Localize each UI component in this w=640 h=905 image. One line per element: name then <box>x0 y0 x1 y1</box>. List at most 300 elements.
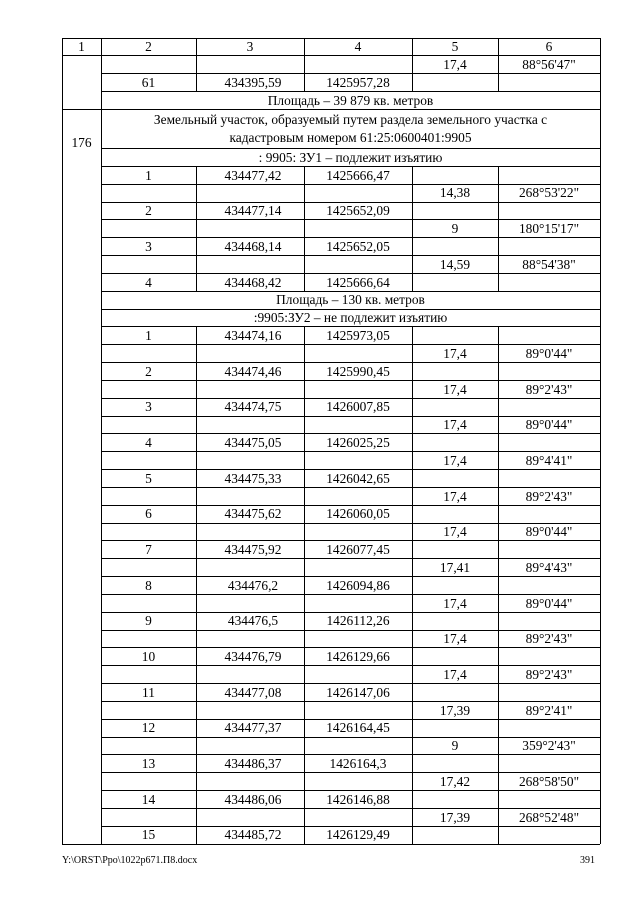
bearing: 89°2'43" <box>525 381 573 397</box>
table-rule <box>412 755 413 773</box>
table-rule <box>101 648 102 666</box>
table-rule <box>304 577 305 595</box>
bearing: 89°0'44" <box>525 345 573 361</box>
distance <box>412 612 498 630</box>
table-rule <box>196 559 197 577</box>
table-rule <box>498 363 499 381</box>
table-rule <box>101 56 102 74</box>
coord-x <box>196 737 304 755</box>
table-rule <box>101 416 102 434</box>
distance: 17,4 <box>443 666 467 682</box>
bearing <box>498 202 600 220</box>
table-rule <box>498 380 499 398</box>
distance <box>412 577 498 595</box>
table-rule <box>498 577 499 595</box>
distance: 17,39 <box>439 809 471 825</box>
coord-y: 1426129,49 <box>326 827 390 843</box>
bearing <box>498 612 600 630</box>
point-number: 1 <box>145 328 152 344</box>
coord-x: 434475,05 <box>224 435 282 451</box>
table-rule <box>498 523 499 541</box>
coord-y: 1425652,05 <box>326 238 390 254</box>
bearing <box>498 238 600 256</box>
table-rule <box>101 202 102 220</box>
table-rule <box>196 719 197 737</box>
point-number: 8 <box>145 577 152 593</box>
block176-title-line2: кадастровым номером 61:25:0600401:9905 <box>229 129 472 145</box>
table-rule <box>196 630 197 648</box>
coord-x: 434485,72 <box>224 827 282 843</box>
table-rule <box>412 56 413 74</box>
table-rule <box>196 648 197 666</box>
bearing <box>498 505 600 523</box>
point-number <box>101 380 196 398</box>
point-number: 2 <box>145 363 152 379</box>
table-rule <box>498 184 499 202</box>
table-rule <box>304 38 305 56</box>
table-rule <box>101 91 102 109</box>
table-rule <box>498 648 499 666</box>
table-rule <box>304 808 305 826</box>
coord-y: 1425973,05 <box>326 328 390 344</box>
coord-x <box>196 594 304 612</box>
table-rule <box>498 327 499 345</box>
table-rule <box>498 505 499 523</box>
distance <box>412 166 498 184</box>
table-rule <box>498 38 499 56</box>
table-rule <box>101 559 102 577</box>
bearing <box>498 470 600 488</box>
coord-y: 1426112,26 <box>326 613 390 629</box>
distance: 17,4 <box>443 488 467 504</box>
table-rule <box>304 630 305 648</box>
coord-x <box>196 220 304 238</box>
table-rule <box>498 452 499 470</box>
table-rule <box>498 256 499 274</box>
table-rule <box>101 309 102 327</box>
point-number: 1 <box>145 167 152 183</box>
table-rule <box>304 470 305 488</box>
table-rule <box>412 684 413 702</box>
bearing: 89°0'44" <box>525 417 573 433</box>
coord-y <box>304 701 412 719</box>
bearing: 359°2'43" <box>522 738 576 754</box>
distance <box>412 648 498 666</box>
table-rule <box>498 612 499 630</box>
coord-x: 434475,92 <box>224 542 282 558</box>
table-rule <box>412 719 413 737</box>
coord-x: 434475,33 <box>224 470 282 486</box>
bearing: 89°4'41" <box>525 452 573 468</box>
distance <box>412 363 498 381</box>
table-rule <box>304 737 305 755</box>
table-rule <box>196 666 197 684</box>
coord-x: 434474,46 <box>224 363 282 379</box>
table-rule <box>304 594 305 612</box>
coord-y: 1425666,64 <box>326 274 390 290</box>
point-number <box>101 630 196 648</box>
point-number: 11 <box>142 684 155 700</box>
table-rule <box>196 184 197 202</box>
table-rule <box>304 755 305 773</box>
point-number: 13 <box>141 756 156 772</box>
table-rule <box>498 345 499 363</box>
table-rule <box>412 256 413 274</box>
table-rule <box>101 291 102 309</box>
coord-y: 1425652,09 <box>326 203 390 219</box>
bearing: 268°53'22" <box>518 185 580 201</box>
coord-y: 1426042,65 <box>326 470 390 486</box>
area-row-top: Площадь – 39 879 кв. метров <box>267 92 434 108</box>
table-rule <box>412 380 413 398</box>
table-rule <box>304 202 305 220</box>
table-rule <box>196 773 197 791</box>
table-rule <box>101 273 102 291</box>
table-rule <box>304 184 305 202</box>
table-rule <box>196 523 197 541</box>
column-header-6: 6 <box>545 39 553 55</box>
table-rule <box>101 773 102 791</box>
table-rule <box>304 345 305 363</box>
table-rule <box>498 826 499 844</box>
coord-x <box>196 345 304 363</box>
point-number <box>101 523 196 541</box>
table-rule <box>196 74 197 92</box>
point-number <box>101 737 196 755</box>
coord-y: 1426164,45 <box>326 720 390 736</box>
coord-x: 434395,59 <box>224 74 282 90</box>
table-rule <box>196 826 197 844</box>
bearing <box>498 541 600 559</box>
table-rule <box>101 363 102 381</box>
table-rule <box>304 701 305 719</box>
bearing <box>498 684 600 702</box>
table-rule <box>196 202 197 220</box>
coord-x: 434476,5 <box>227 613 279 629</box>
distance <box>412 684 498 702</box>
table-rule <box>412 452 413 470</box>
table-rule <box>412 791 413 809</box>
bearing: 89°2'43" <box>525 488 573 504</box>
coord-y <box>304 594 412 612</box>
table-rule <box>304 273 305 291</box>
table-rule <box>412 38 413 56</box>
bearing <box>498 434 600 452</box>
point-number: 9 <box>145 613 152 629</box>
point-number <box>101 701 196 719</box>
distance: 17,4 <box>443 345 467 361</box>
table-rule <box>304 56 305 74</box>
distance: 17,42 <box>439 773 471 789</box>
coord-y: 1426007,85 <box>326 399 390 415</box>
table-rule <box>412 487 413 505</box>
table-rule <box>498 416 499 434</box>
table-rule <box>498 666 499 684</box>
coord-y <box>304 559 412 577</box>
column-header-3: 3 <box>246 39 254 55</box>
table-rule <box>412 327 413 345</box>
bearing: 88°56'47" <box>522 57 576 73</box>
table-rule <box>498 220 499 238</box>
table-rule <box>412 541 413 559</box>
coord-y: 1426025,25 <box>326 435 390 451</box>
table-rule <box>101 701 102 719</box>
coord-y <box>304 345 412 363</box>
table-rule <box>101 844 600 845</box>
coord-y: 1426077,45 <box>326 542 390 558</box>
point-number: 4 <box>145 274 152 290</box>
distance: 17,4 <box>443 417 467 433</box>
coord-x: 434477,08 <box>224 684 282 700</box>
coord-x: 434486,06 <box>224 791 282 807</box>
distance: 14,38 <box>439 185 471 201</box>
table-rule <box>412 470 413 488</box>
table-rule <box>412 630 413 648</box>
table-rule <box>101 220 102 238</box>
table-rule <box>101 594 102 612</box>
point-number: 3 <box>145 399 152 415</box>
table-rule <box>304 541 305 559</box>
table-rule <box>498 74 499 92</box>
table-rule <box>304 166 305 184</box>
coord-x: 434474,16 <box>224 328 282 344</box>
table-rule <box>101 238 102 256</box>
table-rule <box>498 719 499 737</box>
table-rule <box>196 470 197 488</box>
table-rule <box>498 791 499 809</box>
coord-x <box>196 630 304 648</box>
table-rule <box>196 398 197 416</box>
table-rule <box>412 434 413 452</box>
table-rule <box>196 363 197 381</box>
coord-y <box>304 416 412 434</box>
table-rule <box>196 220 197 238</box>
distance: 14,59 <box>439 256 471 272</box>
distance: 9 <box>451 738 459 754</box>
table-rule <box>498 684 499 702</box>
table-rule <box>412 416 413 434</box>
table-rule <box>412 577 413 595</box>
table-rule <box>196 238 197 256</box>
coord-y: 1425957,28 <box>326 74 390 90</box>
bearing: 89°2'41" <box>525 702 573 718</box>
table-rule <box>101 577 102 595</box>
table-rule <box>412 559 413 577</box>
coord-x <box>196 666 304 684</box>
table-rule <box>412 363 413 381</box>
table-rule <box>101 612 102 630</box>
table-rule <box>304 416 305 434</box>
footer-file-path: Y:\ORST\Ppo\1022p671.П8.docx <box>62 855 198 866</box>
table-rule <box>196 505 197 523</box>
bearing <box>498 648 600 666</box>
coord-y <box>304 452 412 470</box>
distance: 17,39 <box>439 702 471 718</box>
table-rule <box>498 594 499 612</box>
table-rule <box>304 398 305 416</box>
table-rule <box>196 737 197 755</box>
coord-y <box>304 808 412 826</box>
distance: 17,4 <box>443 595 467 611</box>
coord-x: 434475,62 <box>224 506 282 522</box>
table-rule <box>412 220 413 238</box>
distance: 17,4 <box>443 57 467 73</box>
coord-x <box>196 256 304 274</box>
coord-y <box>304 523 412 541</box>
table-rule <box>101 523 102 541</box>
table-rule <box>101 541 102 559</box>
table-rule <box>304 256 305 274</box>
table-rule <box>412 166 413 184</box>
distance <box>412 434 498 452</box>
bearing <box>498 363 600 381</box>
table-rule <box>412 523 413 541</box>
column-header-4: 4 <box>354 39 362 55</box>
table-rule <box>412 345 413 363</box>
table-rule <box>196 684 197 702</box>
coord-x: 434477,37 <box>224 720 282 736</box>
bearing: 89°2'43" <box>525 666 573 682</box>
table-rule <box>196 701 197 719</box>
table-rule <box>101 470 102 488</box>
table-rule <box>304 559 305 577</box>
distance: 17,4 <box>443 631 467 647</box>
table-rule <box>196 56 197 74</box>
point-number <box>101 666 196 684</box>
table-rule <box>101 256 102 274</box>
point-number: 7 <box>145 542 152 558</box>
table-rule <box>412 701 413 719</box>
table-rule <box>196 452 197 470</box>
coord-x <box>196 523 304 541</box>
table-rule <box>101 719 102 737</box>
point-number <box>101 184 196 202</box>
coord-y: 1425666,47 <box>326 167 390 183</box>
point-number: 12 <box>141 720 156 736</box>
coord-x: 434468,14 <box>224 238 282 254</box>
distance <box>412 791 498 809</box>
coord-y <box>304 630 412 648</box>
coord-y <box>304 380 412 398</box>
coord-x <box>196 487 304 505</box>
coord-x: 434476,2 <box>227 577 279 593</box>
table-rule <box>412 505 413 523</box>
table-rule <box>196 256 197 274</box>
coord-y: 1426146,88 <box>326 791 390 807</box>
column-header-5: 5 <box>451 39 459 55</box>
point-number: 61 <box>141 74 156 90</box>
table-rule <box>101 808 102 826</box>
table-rule <box>101 487 102 505</box>
coord-x <box>196 701 304 719</box>
point-number <box>101 452 196 470</box>
table-rule <box>101 109 102 148</box>
table-rule <box>196 612 197 630</box>
table-rule <box>196 38 197 56</box>
sub1-title: : 9905: ЗУ1 – подлежит изъятию <box>258 149 443 165</box>
coord-x: 434474,75 <box>224 399 282 415</box>
table-rule <box>101 737 102 755</box>
table-rule <box>196 380 197 398</box>
point-number <box>101 416 196 434</box>
table-rule <box>304 434 305 452</box>
distance: 9 <box>451 221 459 237</box>
point-number <box>101 808 196 826</box>
distance <box>412 398 498 416</box>
bearing: 89°0'44" <box>525 595 573 611</box>
sub1-area: Площадь – 130 кв. метров <box>276 292 425 308</box>
distance: 17,4 <box>443 524 467 540</box>
footer-page-number: 391 <box>580 855 595 866</box>
table-rule <box>412 612 413 630</box>
table-rule <box>304 505 305 523</box>
table-rule <box>101 38 102 56</box>
table-rule <box>498 737 499 755</box>
table-rule <box>304 648 305 666</box>
table-rule <box>498 166 499 184</box>
table-rule <box>101 74 102 92</box>
point-number <box>101 594 196 612</box>
coord-x: 434476,79 <box>224 649 282 665</box>
bearing: 180°15'17" <box>518 221 580 237</box>
coord-x: 434477,42 <box>224 167 282 183</box>
table-rule <box>196 791 197 809</box>
coord-y <box>304 256 412 274</box>
coord-y: 1426094,86 <box>326 577 390 593</box>
block-number: 176 <box>71 135 92 151</box>
table-rule <box>196 541 197 559</box>
table-rule <box>196 577 197 595</box>
table-rule <box>101 327 102 345</box>
coord-x <box>196 773 304 791</box>
coord-y <box>304 184 412 202</box>
table-rule <box>412 594 413 612</box>
table-rule <box>196 327 197 345</box>
bearing <box>498 719 600 737</box>
coord-y: 1425990,45 <box>326 363 390 379</box>
point-number <box>101 559 196 577</box>
table-rule <box>304 773 305 791</box>
distance <box>412 505 498 523</box>
table-rule <box>412 773 413 791</box>
table-rule <box>304 719 305 737</box>
table-rule <box>196 594 197 612</box>
distance <box>412 327 498 345</box>
table-rule <box>498 701 499 719</box>
point-number: 6 <box>145 506 152 522</box>
block176-title-line1: Земельный участок, образуемый путем раздела земельного участка с <box>153 111 548 127</box>
coord-y <box>304 737 412 755</box>
table-rule <box>101 755 102 773</box>
table-rule <box>101 630 102 648</box>
bearing: 268°52'48" <box>518 809 580 825</box>
point-number: 10 <box>141 649 156 665</box>
point-number <box>101 345 196 363</box>
table-rule <box>498 487 499 505</box>
table-rule <box>412 184 413 202</box>
table-rule <box>498 541 499 559</box>
table-rule <box>412 666 413 684</box>
table-rule <box>412 398 413 416</box>
table-rule <box>304 74 305 92</box>
coord-x: 434468,42 <box>224 274 282 290</box>
point-number <box>101 773 196 791</box>
coordinates-table <box>62 38 600 844</box>
distance: 17,4 <box>443 452 467 468</box>
table-rule <box>196 434 197 452</box>
column-header-2: 2 <box>145 39 152 55</box>
table-rule <box>498 470 499 488</box>
